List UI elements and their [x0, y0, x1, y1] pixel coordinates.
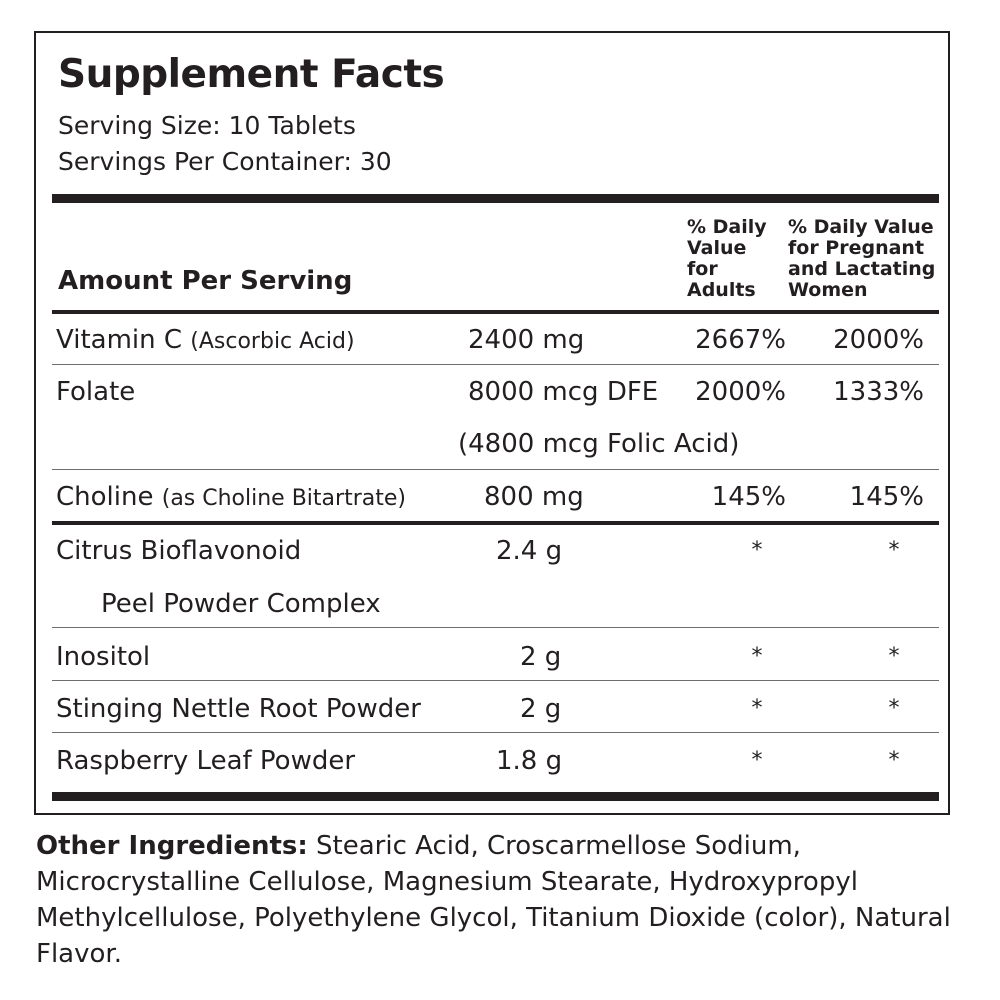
nutrient-name: Raspberry Leaf Powder: [56, 746, 356, 776]
nutrient-amount: 1.8 g: [496, 746, 563, 776]
nutrient-amount: 2 g: [520, 694, 562, 724]
row-divider: [52, 680, 939, 681]
nutrient-detail: (as Choline Bitartrate): [161, 486, 406, 511]
serving-size: Serving Size: 10 Tablets: [58, 111, 356, 140]
row-divider: [52, 469, 939, 470]
dv-pregnant-value: 1333%: [833, 377, 924, 407]
row-divider: [52, 732, 939, 733]
nutrient-name: [56, 324, 355, 358]
divider-thick-bottom: [52, 792, 939, 801]
other-ingredients: [36, 828, 956, 972]
dv-adults-value: 2000%: [695, 377, 786, 407]
nutrient-amount: 2400 mg: [468, 325, 585, 355]
nutrient-name-line2: Peel Powder Complex: [101, 589, 381, 619]
nutrient-amount: 800 mg: [484, 482, 584, 512]
divider-header: [52, 310, 939, 314]
supplement-facts-panel: [34, 31, 950, 815]
dv-adults-value: 2667%: [695, 325, 786, 355]
nutrient-name-main: Choline: [56, 482, 154, 512]
dv-pregnant-value: 2000%: [833, 325, 924, 355]
nutrient-name: Stinging Nettle Root Powder: [56, 694, 421, 724]
dv-adults-value: *: [751, 644, 763, 669]
divider-thick-top: [52, 194, 939, 203]
nutrient-name-main: Vitamin C: [56, 325, 183, 355]
nutrient-amount: 2 g: [520, 642, 562, 672]
dv-pregnant-value: *: [888, 538, 900, 563]
nutrient-amount-note: (4800 mcg Folic Acid): [458, 429, 740, 459]
header-dv-pregnant: % Daily Value for Pregnant and Lactating Women: [788, 216, 936, 301]
other-ingredients-text: Stearic Acid, Croscarmellose Sodium, Microcrystalline Cellulose, Magnesium Stearate, Hydroxypropyl Methylcellulose, Polyethylene Glycol, Titanium Dioxide (color), Natural Flavor.: [36, 831, 951, 969]
nutrient-amount: 2.4 g: [496, 536, 563, 566]
nutrient-name: Folate: [56, 377, 136, 407]
nutrient-amount: 8000 mcg DFE: [468, 377, 659, 407]
dv-pregnant-value: *: [888, 696, 900, 721]
nutrient-detail: (Ascorbic Acid): [190, 329, 355, 354]
header-amount-per-serving: Amount Per Serving: [58, 266, 353, 296]
dv-pregnant-value: 145%: [849, 482, 924, 512]
row-divider: [52, 627, 939, 628]
dv-adults-value: *: [751, 538, 763, 563]
row-divider: [52, 364, 939, 365]
nutrient-name: Citrus Bioflavonoid: [56, 536, 302, 566]
dv-adults-value: *: [751, 748, 763, 773]
dv-pregnant-value: *: [888, 644, 900, 669]
dv-adults-value: *: [751, 696, 763, 721]
dv-adults-value: 145%: [711, 482, 786, 512]
nutrient-name: Inositol: [56, 642, 151, 672]
other-ingredients-label: Other Ingredients:: [36, 831, 308, 861]
header-dv-adults: % Daily Value for Adults: [687, 216, 767, 301]
servings-per-container: Servings Per Container: 30: [58, 147, 392, 176]
panel-title: Supplement Facts: [58, 52, 445, 97]
dv-pregnant-value: *: [888, 748, 900, 773]
divider-section: [52, 521, 939, 525]
nutrient-name: [56, 481, 406, 515]
